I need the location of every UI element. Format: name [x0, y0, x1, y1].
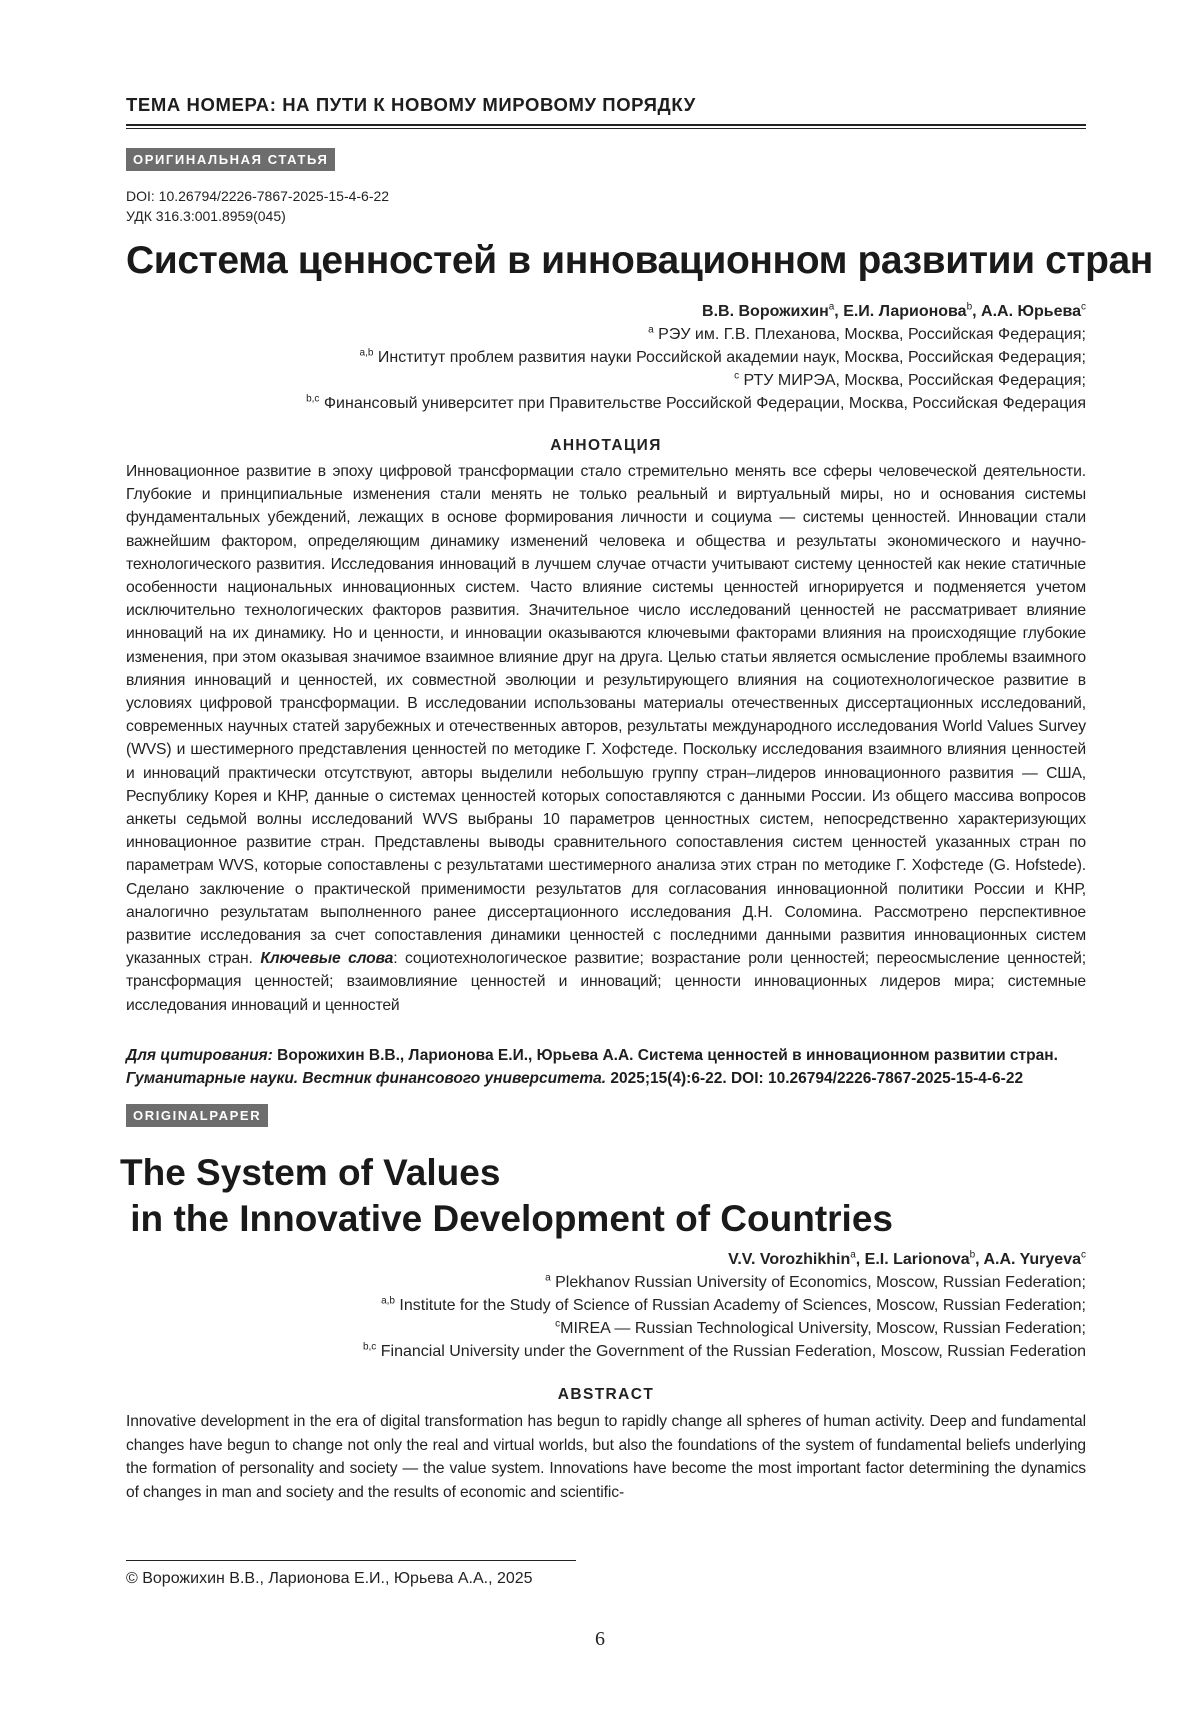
citation-tail: 2025;15(4):6-22. DOI: 10.26794/2226-7867-2025-15-4-6-22 [606, 1070, 1023, 1087]
doi: DOI: 10.26794/2226-7867-2025-15-4-6-22 [126, 186, 389, 206]
affiliation [555, 1317, 1086, 1341]
article-title-en [120, 1150, 893, 1242]
affiliation [734, 369, 1086, 393]
author-sep: , [972, 303, 981, 320]
article-type-tag: ОРИГИНАЛЬНАЯ СТАТЬЯ [126, 148, 335, 171]
author-2: E.I. Larionova [865, 1251, 970, 1268]
affiliation-sup: a [545, 1273, 551, 1284]
affiliation [381, 1294, 1086, 1318]
author-1-sup: a [850, 1250, 856, 1261]
affiliation-text: Институт проблем развития науки Российской академии наук, Москва, Российская Федерация; [373, 349, 1086, 366]
affiliation-text: MIREA — Russian Technological University, Moscow, Russian Federation; [560, 1320, 1086, 1337]
author-2: Е.И. Ларионова [843, 303, 966, 320]
keywords-text: : социотехнологическое развитие; возрастание роли ценностей; переосмысление ценностей; трансформация ценностей; взаимовлияние ценностей и инноваций; ценности инновационных лидеров мира; системные исследования инноваций и ценностей [126, 950, 1086, 1013]
author-2-sup: b [967, 302, 973, 313]
title-line-1: The System of Values [120, 1150, 893, 1196]
affiliation-text: РЭУ им. Г.В. Плеханова, Москва, Российская Федерация; [654, 326, 1086, 343]
abstract-heading-en: ABSTRACT [126, 1386, 1086, 1404]
title-line-2: in the Innovative Development of Countries [120, 1196, 893, 1242]
author-3-sup: c [1081, 1250, 1086, 1261]
keywords-label: Ключевые слова [260, 950, 393, 967]
authors-en [728, 1248, 1086, 1272]
author-sep: , [834, 303, 843, 320]
citation-text: Ворожихин В.В., Ларионова Е.И., Юрьева А.А. Система ценностей в инновационном развитии стран. [273, 1047, 1058, 1064]
abstract-heading-ru: АННОТАЦИЯ [126, 437, 1086, 455]
affiliation-sup: b,c [306, 394, 319, 405]
author-1: V.V. Vorozhikhin [728, 1251, 850, 1268]
author-2-sup: b [970, 1250, 976, 1261]
affiliation-sup: a,b [360, 348, 374, 359]
author-3: A.A. Yuryeva [983, 1251, 1081, 1268]
authors-ru [702, 300, 1086, 324]
affiliation [306, 392, 1086, 416]
page-number: 6 [0, 1628, 1200, 1651]
abstract-ru [126, 460, 1086, 1017]
citation-label: Для цитирования: [126, 1047, 273, 1064]
affiliation-sup: a [648, 325, 654, 336]
author-1: В.В. Ворожихин [702, 303, 829, 320]
citation [126, 1044, 1086, 1090]
citation-journal: Гуманитарные науки. Вестник финансового университета. [126, 1070, 606, 1087]
affiliation-sup: c [555, 1319, 560, 1330]
author-3: А.А. Юрьева [981, 303, 1081, 320]
author-sep: , [856, 1251, 865, 1268]
article-title-ru: Система ценностей в инновационном развитии стран [126, 238, 1153, 284]
author-sep: , [975, 1251, 983, 1268]
affiliation [363, 1340, 1086, 1364]
affiliation-sup: b,c [363, 1342, 376, 1353]
affiliation-sup: c [734, 371, 739, 382]
affiliation [545, 1271, 1086, 1295]
affiliation-text: Financial University under the Government of the Russian Federation, Moscow, Russian Federation [376, 1343, 1086, 1360]
author-1-sup: a [829, 302, 835, 313]
copyright: © Ворожихин В.В., Ларионова Е.И., Юрьева А.А., 2025 [126, 1568, 533, 1590]
affiliation-sup: a,b [381, 1296, 395, 1307]
section-rubric: ТЕМА НОМЕРА: НА ПУТИ К НОВОМУ МИРОВОМУ ПОРЯДКУ [126, 94, 696, 116]
udk: УДК 316.3:001.8959(045) [126, 206, 286, 226]
header-rule [126, 124, 1086, 126]
affiliation [360, 346, 1086, 370]
abstract-en: Innovative development in the era of digital transformation has begun to rapidly change all spheres of human activity. Deep and fundamental changes have begun to change not only the real and virtual worlds, but also the foundations of the system of fundamental beliefs underlying the formation of personality and society — the value system. Innovations have become the most important factor determining the dynamics of changes in man and society and the results of economic and scientific- [126, 1410, 1086, 1504]
article-type-tag-en: ORIGINALPAPER [126, 1104, 268, 1127]
affiliation [648, 323, 1086, 347]
footnote-rule [126, 1560, 576, 1561]
affiliation-text: Финансовый университет при Правительстве Российской Федерации, Москва, Российская Федерация [319, 395, 1086, 412]
header-rule-thin [126, 128, 1086, 129]
affiliation-text: РТУ МИРЭА, Москва, Российская Федерация; [739, 372, 1086, 389]
affiliation-text: Institute for the Study of Science of Russian Academy of Sciences, Moscow, Russian Federation; [395, 1297, 1086, 1314]
author-3-sup: c [1081, 302, 1086, 313]
affiliation-text: Plekhanov Russian University of Economics, Moscow, Russian Federation; [551, 1274, 1086, 1291]
abstract-text: Инновационное развитие в эпоху цифровой трансформации стало стремительно менять все сферы человеческой деятельности. Глубокие и принципиальные изменения стали менять не только реальный и виртуальный миры, но и основания системы фундаментальных убеждений, лежащих в основе формирования личности и социума — системы ценностей. Инновации стали важнейшим фактором, определяющим динамику изменений человека и общества и результаты экономического и научно-технологического развития. Исследования инноваций в лучшем случае отчасти учитывают систему ценностей как некие статичные особенности национальных инновационных систем. Часто влияние системы ценностей игнорируется и подменяется учетом исключительно технологических факторов развития. Значительное число исследований ценностей не рассматривает влияние инноваций на их динамику. Но и ценности, и инновации оказываются ключевыми факторами влияния на происходящие глубокие изменения, при этом оказывая значимое взаимное влияние друг на друга. Целью статьи является осмысление проблемы взаимного влияния инноваций и ценностей, их совместной эволюции и результирующего влияния на социотехнологическое развитие в условиях цифровой трансформации. В исследовании использованы материалы отечественных диссертационных исследований, современных научных статей зарубежных и отечественных авторов, результаты международного исследования World Values Survey (WVS) и шестимерного представления ценностей по методике Г. Хофстеде. Поскольку исследования взаимного влияния ценностей и инноваций практически отсутствуют, авторы выделили небольшую группу стран–лидеров инновационного развития — США, Республику Корея и КНР, данные о системах ценностей которых сопоставляются с данными России. Из общего массива вопросов анкеты седьмой волны исследований WVS выбраны 10 параметров ценностных систем, непосредственно характеризующих инновационное развитие стран. Представлены выводы сравнительного сопоставления систем ценностей указанных стран по параметрам WVS, которые сопоставлены с результатами шестимерного анализа этих стран по методике Г. Хофстеде (G. Hofstede). Сделано заключение о практической применимости результатов для согласования инновационной политики России и КНР, аналогично результатам выполненного ранее диссертационного исследования Д.Н. Соломина. Рассмотрено перспективное развитие исследования за счет сопоставления динамики ценностей с последними данными развития инновационных систем указанных стран. [126, 463, 1086, 967]
